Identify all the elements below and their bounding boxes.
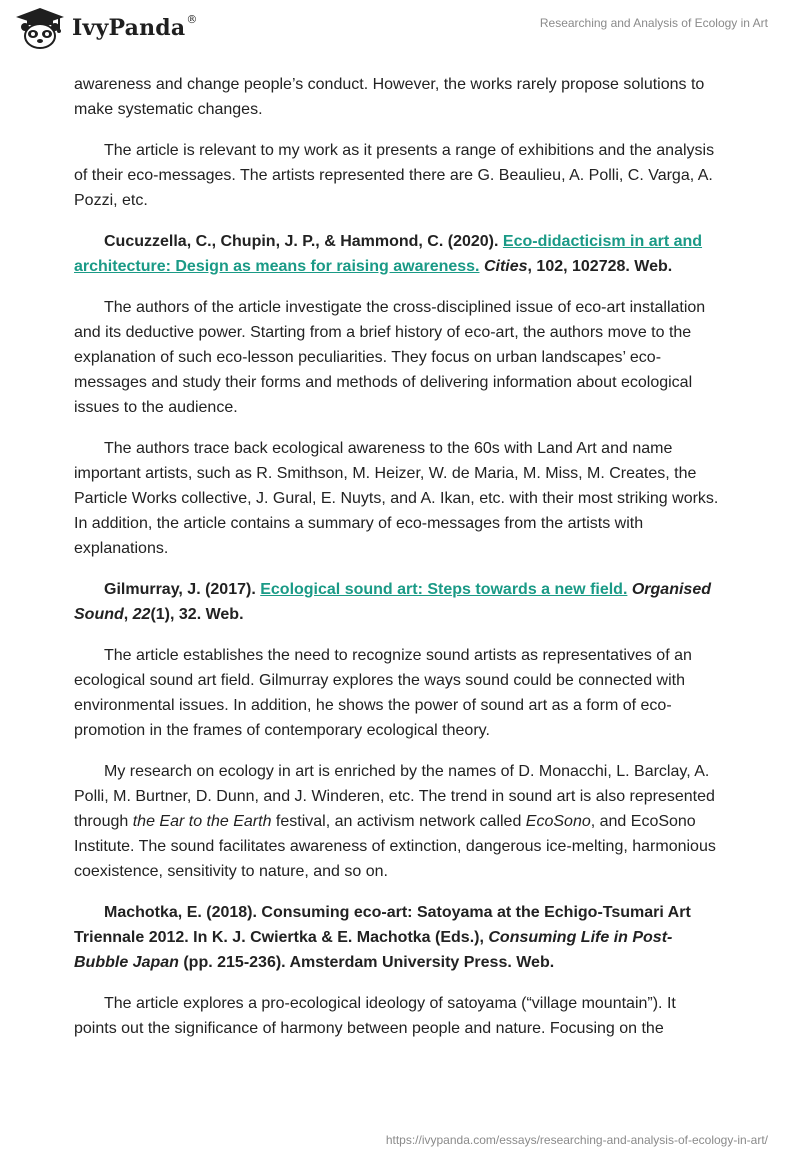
document-title: Researching and Analysis of Ecology in Art xyxy=(539,16,768,30)
paragraph: The article establishes the need to recognize sound artists as representatives of an ecological sound art field. Gilmurray explores the ways sound could be connected with environmental issues. In addition, he shows the power of sound art as a form of eco-promotion in the frames of contemporary ecological theory. xyxy=(74,647,692,739)
document-body xyxy=(74,72,722,1057)
paragraph: The authors trace back ecological awareness to the 60s with Land Art and name important artists, such as R. Smithson, M. Heizer, W. de Maria, M. Miss, M. Creates, the Particle Works collective, J. Gural, E. Nuyts, and A. Ikan, etc. with their most striking works. In addition, the article contains a summary of eco-messages from the artists with explanations. xyxy=(74,440,719,557)
paragraph: awareness and change people’s conduct. However, the works rarely propose solutions to make systematic changes. xyxy=(74,76,705,118)
paragraph: My research on ecology in art is enriched by the names of D. Monacchi, L. Barclay, A. Polli, M. Burtner, D. Dunn, and J. Winderen, etc. The trend in sound art is also represented through the Ear to the Earth festival, an activism network called EcoSono, and EcoSono Institute. The sound facilitates awareness of extinction, dangerous ice-melting, harmonious coexistence, sensitivity to nature, and so on. xyxy=(74,763,716,880)
reference-cucuzzella: Cucuzzella, C., Chupin, J. P., & Hammond, C. (2020). Eco-didacticism in art and architecture: Design as means for raising awareness. Cities, 102, 102728. Web. xyxy=(74,233,703,275)
reference-link-ecological-sound-art[interactable]: Ecological sound art: Steps towards a new field. xyxy=(260,581,628,598)
book-title: Consuming Life in Post-Bubble Japan xyxy=(74,929,673,971)
reference-link-eco-didacticism[interactable]: Eco-didacticism in art and architecture: Design as means for raising awareness. xyxy=(74,233,703,275)
reference-machotka: Machotka, E. (2018). Consuming eco-art: Satoyama at the Echigo-Tsumari Art Triennale 2012. In K. J. Cwiertka & E. Machotka (Eds.), Consuming Life in Post-Bubble Japan (pp. 215-236). Amsterdam University Press. Web. xyxy=(74,904,691,971)
journal-title: Cities xyxy=(483,258,528,275)
brand-name: IvyPanda® xyxy=(72,13,198,41)
paragraph: The authors of the article investigate the cross-disciplined issue of eco-art installation and its deductive power. Starting from a brief history of eco-art, the authors move to the explanation of such eco-lesson peculiarities. They focus on urban landscapes’ eco-messages and study their forms and methods of delivering information about ecological issues to the audience. xyxy=(74,299,706,416)
paragraph: The article is relevant to my work as it presents a range of exhibitions and the analysis of their eco-messages. The artists represented there are G. Beaulieu, A. Polli, C. Varga, A. Pozzi, etc. xyxy=(74,142,715,209)
page-header xyxy=(0,0,800,60)
ivypanda-logo[interactable] xyxy=(14,6,198,50)
footer-url[interactable]: https://ivypanda.com/essays/researching-and-analysis-of-ecology-in-art/ xyxy=(385,1133,768,1147)
trademark-symbol: ® xyxy=(186,13,198,26)
paragraph: The article explores a pro-ecological ideology of satoyama (“village mountain”). It points out the significance of harmony between people and nature. Focusing on the xyxy=(74,995,676,1037)
volume-number: 22 xyxy=(132,606,151,623)
reference-gilmurray: Gilmurray, J. (2017). Ecological sound art: Steps towards a new field. Organised Sound, 22(1), 32. Web. xyxy=(74,581,711,623)
panda-graduate-icon xyxy=(14,6,66,50)
journal-title: Organised Sound xyxy=(74,581,711,623)
